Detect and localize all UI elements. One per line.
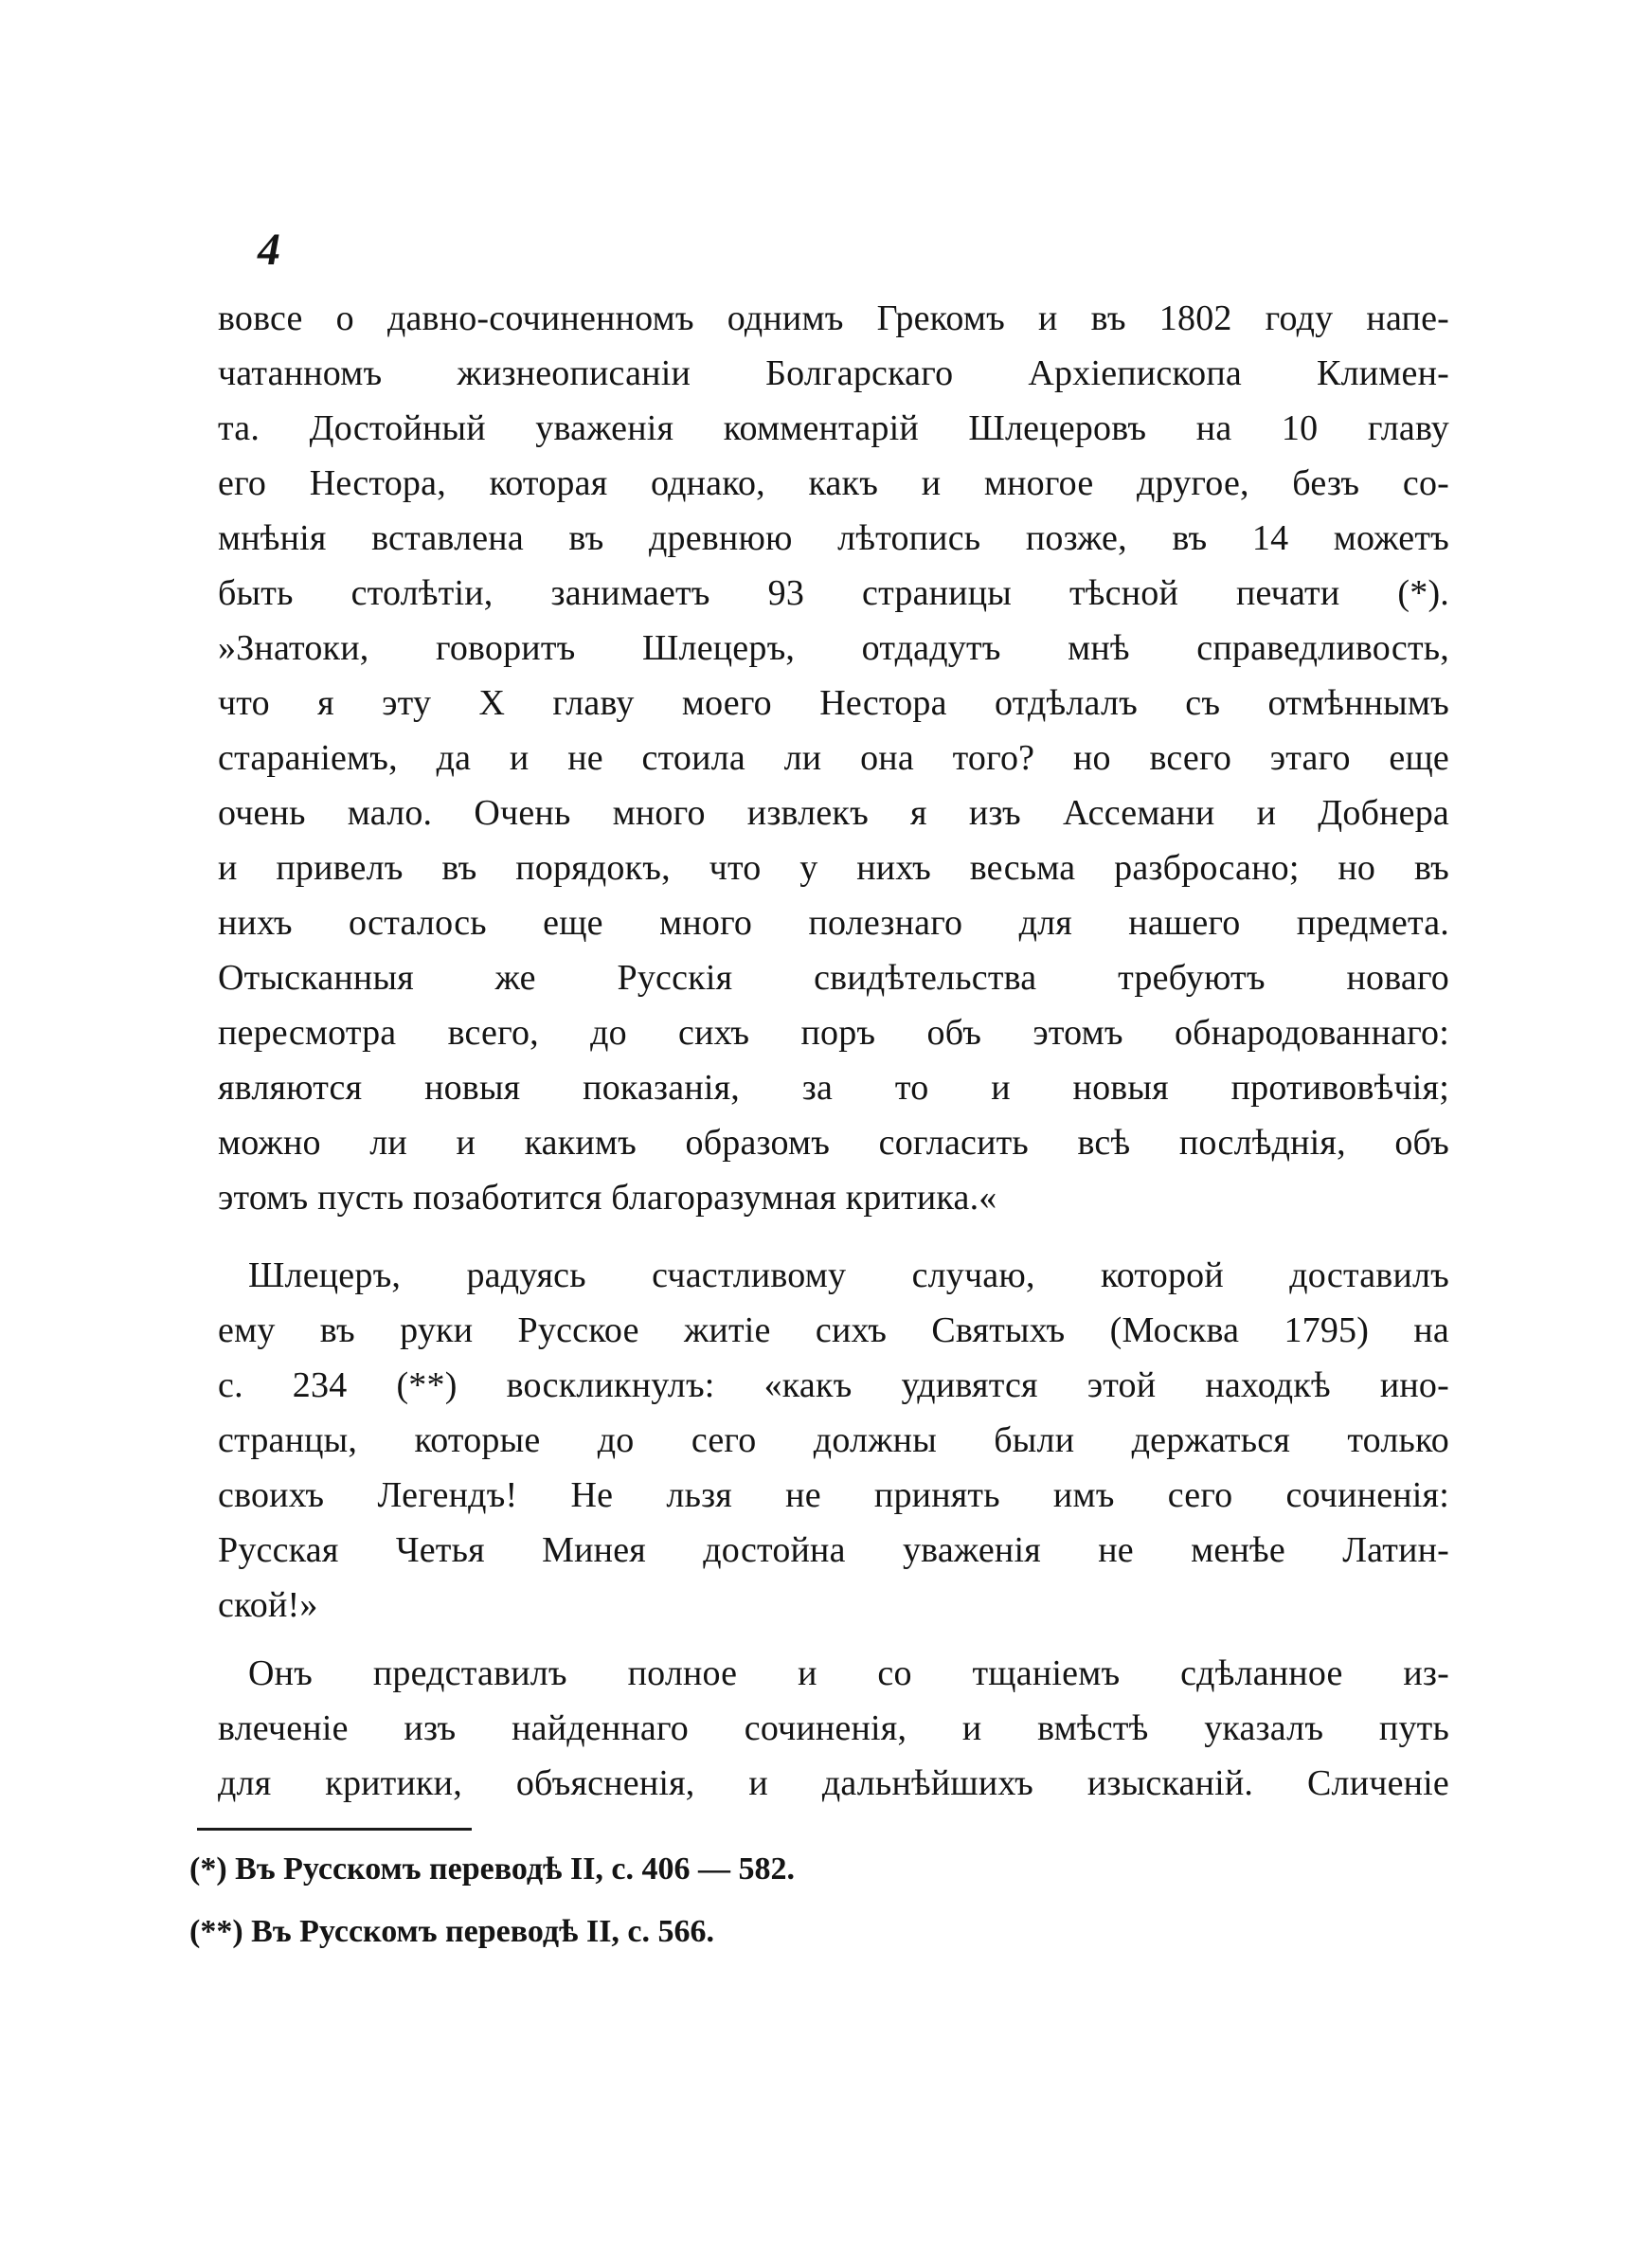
text-line: Отысканныя же Русскія свидѣтельства требуютъ новаго <box>218 958 1449 998</box>
text-line: ской!» <box>218 1585 318 1625</box>
text-line: Шлецеръ, радуясь счастливому случаю, которой доставилъ <box>248 1255 1449 1295</box>
text-line: можно ли и какимъ образомъ согласить всѣ послѣднія, объ <box>218 1123 1449 1163</box>
text-line: своихъ Легендъ! Не льзя не принять имъ сего сочиненія: <box>218 1475 1449 1515</box>
text-line: та. Достойный уваженія комментарій Шлецеровъ на 10 главу <box>218 408 1449 448</box>
text-line: быть столѣтіи, занимаетъ 93 страницы тѣсной печати (*). <box>218 573 1449 613</box>
text-line: ему въ руки Русское житіе сихъ Святыхъ (Москва 1795) на <box>218 1310 1449 1350</box>
text-line: чатанномъ жизнеописаніи Болгарскаго Архіепископа Климен- <box>218 353 1449 393</box>
text-line: пересмотра всего, до сихъ поръ объ этомъ обнародованнаго: <box>218 1013 1449 1053</box>
text-line: вовсе о давно-сочиненномъ однимъ Грекомъ и въ 1802 году напе- <box>218 298 1449 338</box>
footnote: (*) Въ Русскомъ переводѣ II, с. 406 — 582. <box>189 1851 796 1887</box>
text-line: нихъ осталось еще много полезнаго для нашего предмета. <box>218 903 1449 943</box>
text-line: являются новыя показанія, за то и новыя противовѣчія; <box>218 1068 1449 1108</box>
text-line: стараніемъ, да и не стоила ли она того? но всего этаго еще <box>218 738 1449 778</box>
text-line: Онъ представилъ полное и со тщаніемъ сдѣланное из- <box>248 1653 1449 1693</box>
text-line: Русская Четья Минея достойна уваженія не менѣе Латин- <box>218 1530 1449 1570</box>
text-line: и привелъ въ порядокъ, что у нихъ весьма разбросано; но въ <box>218 848 1449 888</box>
text-line: очень мало. Очень много извлекъ я изъ Ассемани и Добнера <box>218 793 1449 833</box>
text-line: этомъ пусть позаботится благоразумная критика.« <box>218 1178 997 1218</box>
text-line: влеченіе изъ найденнаго сочиненія, и вмѣстѣ указалъ путь <box>218 1708 1449 1748</box>
text-line: странцы, которые до сего должны были держаться только <box>218 1420 1449 1460</box>
text-line: мнѣнія вставлена въ древнюю лѣтопись позже, въ 14 можетъ <box>218 518 1449 558</box>
footnote: (**) Въ Русскомъ переводѣ II, с. 566. <box>189 1914 715 1949</box>
text-line: что я эту X главу моего Нестора отдѣлалъ съ отмѣннымъ <box>218 683 1449 723</box>
footnote-divider <box>197 1828 472 1831</box>
text-line: его Нестора, которая однако, какъ и многое другое, безъ со- <box>218 463 1449 503</box>
text-line: »Знатоки, говоритъ Шлецеръ, отдадутъ мнѣ справедливость, <box>218 628 1449 668</box>
page-number: 4 <box>258 225 280 275</box>
text-line: для критики, объясненія, и дальнѣйшихъ изысканій. Сличеніе <box>218 1763 1449 1803</box>
text-line: с. 234 (**) воскликнулъ: «какъ удивятся этой находкѣ ино- <box>218 1365 1449 1405</box>
